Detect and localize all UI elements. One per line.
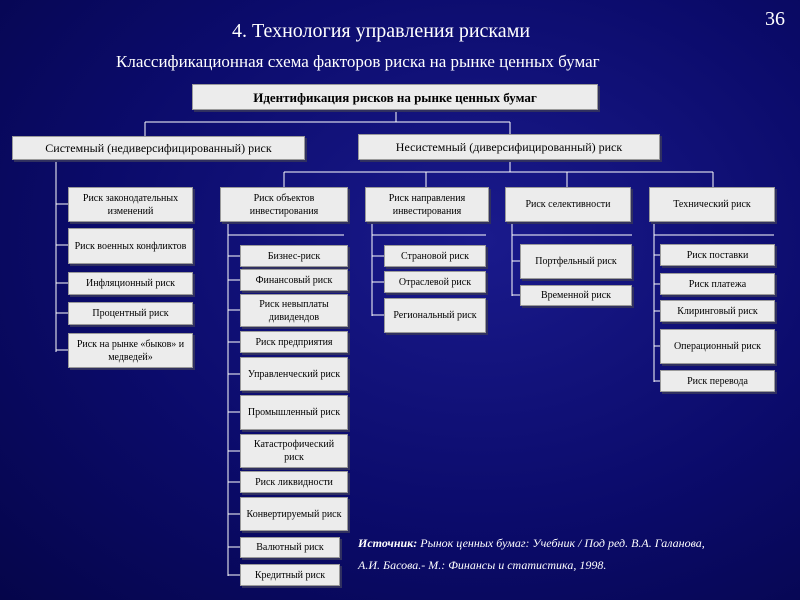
group-item: Страновой риск [384, 245, 486, 267]
root-node: Идентификация рисков на рынке ценных бумаг [192, 84, 598, 110]
systemic-item: Риск законодательных изменений [68, 187, 193, 222]
group-item: Риск перевода [660, 370, 775, 392]
slide-number: 36 [765, 8, 785, 30]
source-line-2: А.И. Басова.- М.: Финансы и статистика, 1998. [358, 558, 607, 572]
group-item: Операционный риск [660, 329, 775, 364]
group-item: Отраслевой риск [384, 271, 486, 293]
slide-subtitle: Классификационная схема факторов риска на рынке ценных бумаг [116, 52, 600, 71]
systemic-item: Инфляционный риск [68, 272, 193, 295]
group-item: Риск платежа [660, 273, 775, 295]
group-item: Риск предприятия [240, 331, 348, 353]
group-header-investment-objects: Риск объектов инвестирования [220, 187, 348, 222]
group-item: Катастрофический риск [240, 434, 348, 468]
group-item: Региональный риск [384, 298, 486, 333]
group-item: Управленческий риск [240, 357, 348, 391]
group-item: Риск поставки [660, 244, 775, 266]
source-citation [358, 532, 705, 576]
group-item: Валютный риск [240, 537, 340, 558]
group-item: Кредитный риск [240, 564, 340, 586]
group-item: Портфельный риск [520, 244, 632, 279]
group-header-technical: Технический риск [649, 187, 775, 222]
source-line-1: Рынок ценных бумаг: Учебник / Под ред. В.А. Галанова, [420, 536, 705, 550]
group-item: Клиринговый риск [660, 300, 775, 322]
group-item: Риск невыплаты дивидендов [240, 294, 348, 327]
group-item: Финансовый риск [240, 269, 348, 291]
group-item: Бизнес-риск [240, 245, 348, 267]
slide-title: 4. Технология управления рисками [232, 20, 531, 42]
systemic-risk-node: Системный (недиверсифицированный) риск [12, 136, 305, 160]
systemic-item: Риск на рынке «быков» и медведей» [68, 333, 193, 368]
systemic-item: Процентный риск [68, 302, 193, 325]
group-item: Временной риск [520, 285, 632, 306]
group-header-selectivity: Риск селективности [505, 187, 631, 222]
nonsystemic-risk-node: Несистемный (диверсифицированный) риск [358, 134, 660, 160]
group-item: Промышленный риск [240, 395, 348, 430]
group-item: Конвертируемый риск [240, 497, 348, 531]
group-item: Риск ликвидности [240, 471, 348, 493]
source-label: Источник: [358, 536, 418, 550]
systemic-item: Риск военных конфликтов [68, 228, 193, 264]
group-header-investment-direction: Риск направления инвестирования [365, 187, 489, 222]
